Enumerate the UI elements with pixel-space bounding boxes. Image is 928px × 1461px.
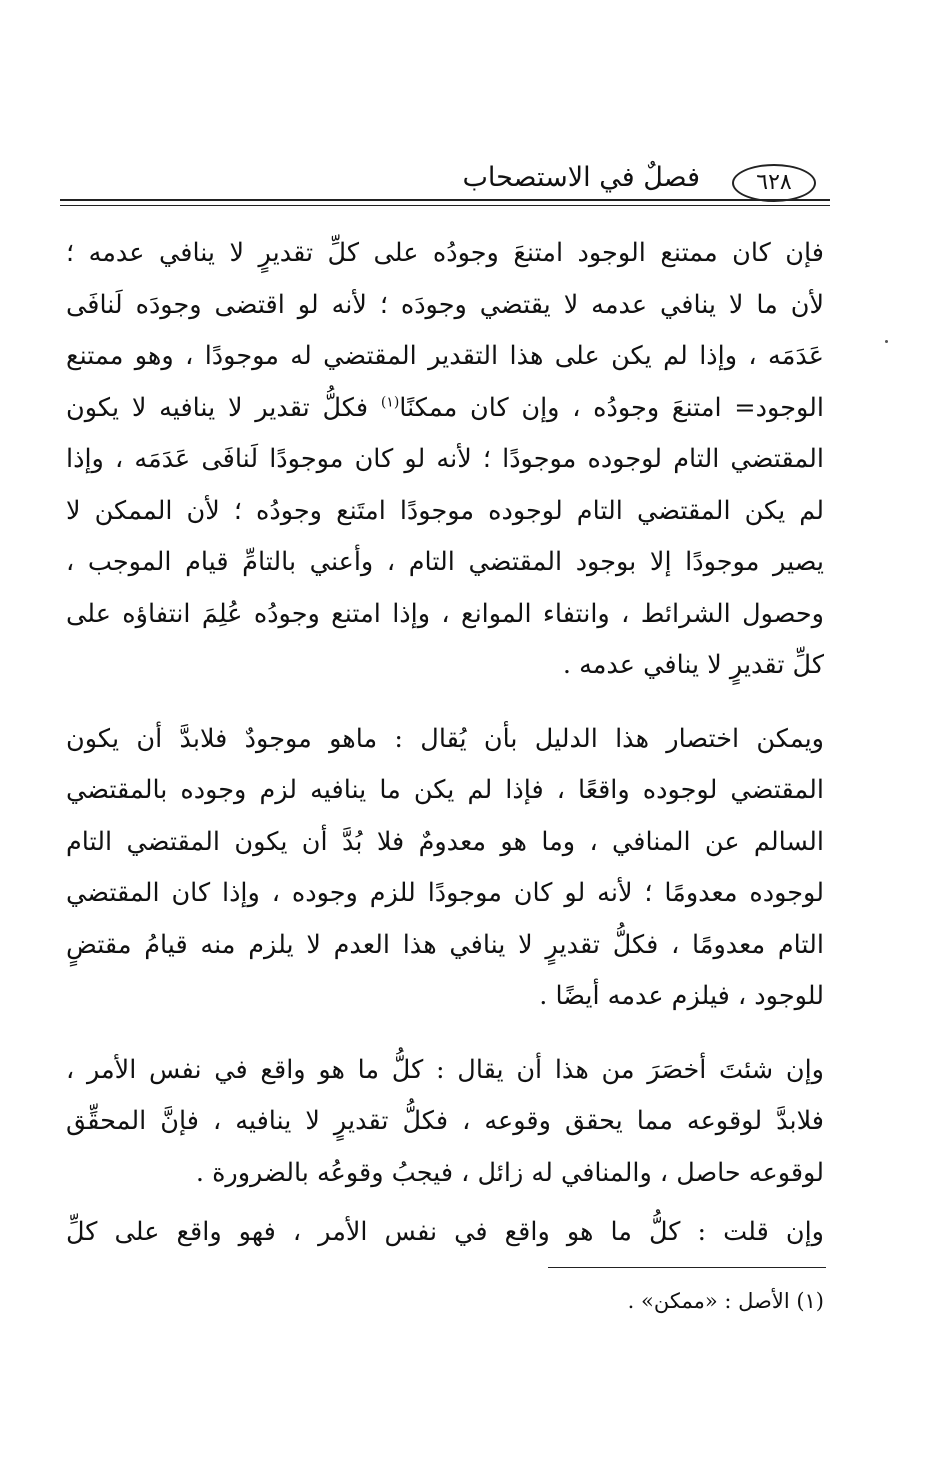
paragraph-4 bbox=[66, 1207, 824, 1259]
text-line: ويمكن اختصار هذا الدليل بأن يُقال : ماهو موجودٌ فلابدَّ أن يكون bbox=[66, 723, 824, 754]
text-line: وإن شئتَ أخصَرَ من هذا أن يقال : كلُّ ما هو واقع في نفس الأمر ، bbox=[66, 1054, 824, 1085]
text-line: للوجود ، فيلزم عدمه أيضًا . bbox=[539, 981, 824, 1011]
footnote-rule bbox=[548, 1267, 826, 1268]
text-line: يصير موجودًا إلا بوجود المقتضي التام ، وأعني بالتامِّ قيام الموجب ، bbox=[66, 547, 824, 577]
text-line: فإن كان ممتنع الوجود امتنعَ وجودُه على كلِّ تقديرٍ لا ينافي عدمه ؛ bbox=[66, 238, 824, 268]
text-line: السالم عن المنافي ، وما هو معدومٌ فلا بُدَّ أن يكون المقتضي التام bbox=[66, 826, 824, 857]
text-line-part: الوجود= امتنعَ وجودُه ، وإن كان ممكنًا bbox=[399, 392, 824, 423]
page-header bbox=[60, 158, 830, 206]
text-line: وإن قلت : كلُّ ما هو واقع في نفس الأمر ، فهو واقع على كلِّ bbox=[66, 1217, 824, 1247]
paragraph-2 bbox=[66, 714, 824, 1023]
footnote-marker: (١) bbox=[380, 394, 400, 410]
text-line: المقتضي لوجوده واقعًا ، فإذا لم يكن ما ينافيه لزم وجوده بالمقتضي bbox=[66, 775, 824, 805]
text-line: المقتضي التام لوجوده موجودًا ؛ لأنه لو كان موجودًا لَنافَى عَدَمَه ، وإذا bbox=[66, 444, 824, 474]
text-line: لوجوده معدومًا ؛ لأنه لو كان موجودًا للزم وجوده ، وإذا كان المقتضي bbox=[66, 878, 824, 908]
body-text bbox=[66, 228, 824, 1259]
footnote: (١) الأصل : «ممكن» . bbox=[627, 1289, 824, 1313]
text-line: لوقوعه حاصل ، والمنافي له زائل ، فيجبُ وقوعُه بالضرورة . bbox=[195, 1157, 824, 1188]
text-line: وحصول الشرائط ، وانتفاء الموانع ، وإذا امتنع وجودُه عُلِمَ انتفاؤه على bbox=[66, 598, 824, 629]
page-number: ٦٢٨ bbox=[732, 164, 816, 202]
text-line: التام معدومًا ، فكلُّ تقديرٍ لا ينافي هذا العدم لا يلزم منه قيامُ مقتضٍ bbox=[66, 929, 824, 960]
text-line: كلِّ تقديرٍ لا ينافي عدمه . bbox=[562, 650, 824, 680]
text-line: فلابدَّ لوقوعه مما يحقق وقوعه ، فكلُّ تقديرٍ لا ينافيه ، فإنَّ المحقِّق bbox=[66, 1106, 824, 1136]
text-line: لأن ما لا ينافي عدمه لا يقتضي وجودَه ؛ لأنه لو اقتضى وجودَه لَنافَى bbox=[66, 289, 824, 320]
text-line: عَدَمَه ، وإذا لم يكن على هذا التقدير المقتضي له موجودًا ، وهو ممتنع bbox=[66, 341, 824, 371]
text-line-with-footnote bbox=[66, 383, 824, 435]
stray-mark bbox=[885, 340, 888, 343]
paragraph-3 bbox=[66, 1045, 824, 1200]
paragraph-1 bbox=[66, 228, 824, 692]
running-title: فصلٌ في الاستصحاب bbox=[462, 162, 700, 193]
text-line-part: فكلُّ تقدير لا ينافيه لا يكون bbox=[66, 392, 381, 423]
header-rule bbox=[60, 199, 830, 206]
text-line: لم يكن المقتضي التام لوجوده موجودًا امتَنع وجودُه ؛ لأن الممكن لا bbox=[66, 495, 824, 526]
